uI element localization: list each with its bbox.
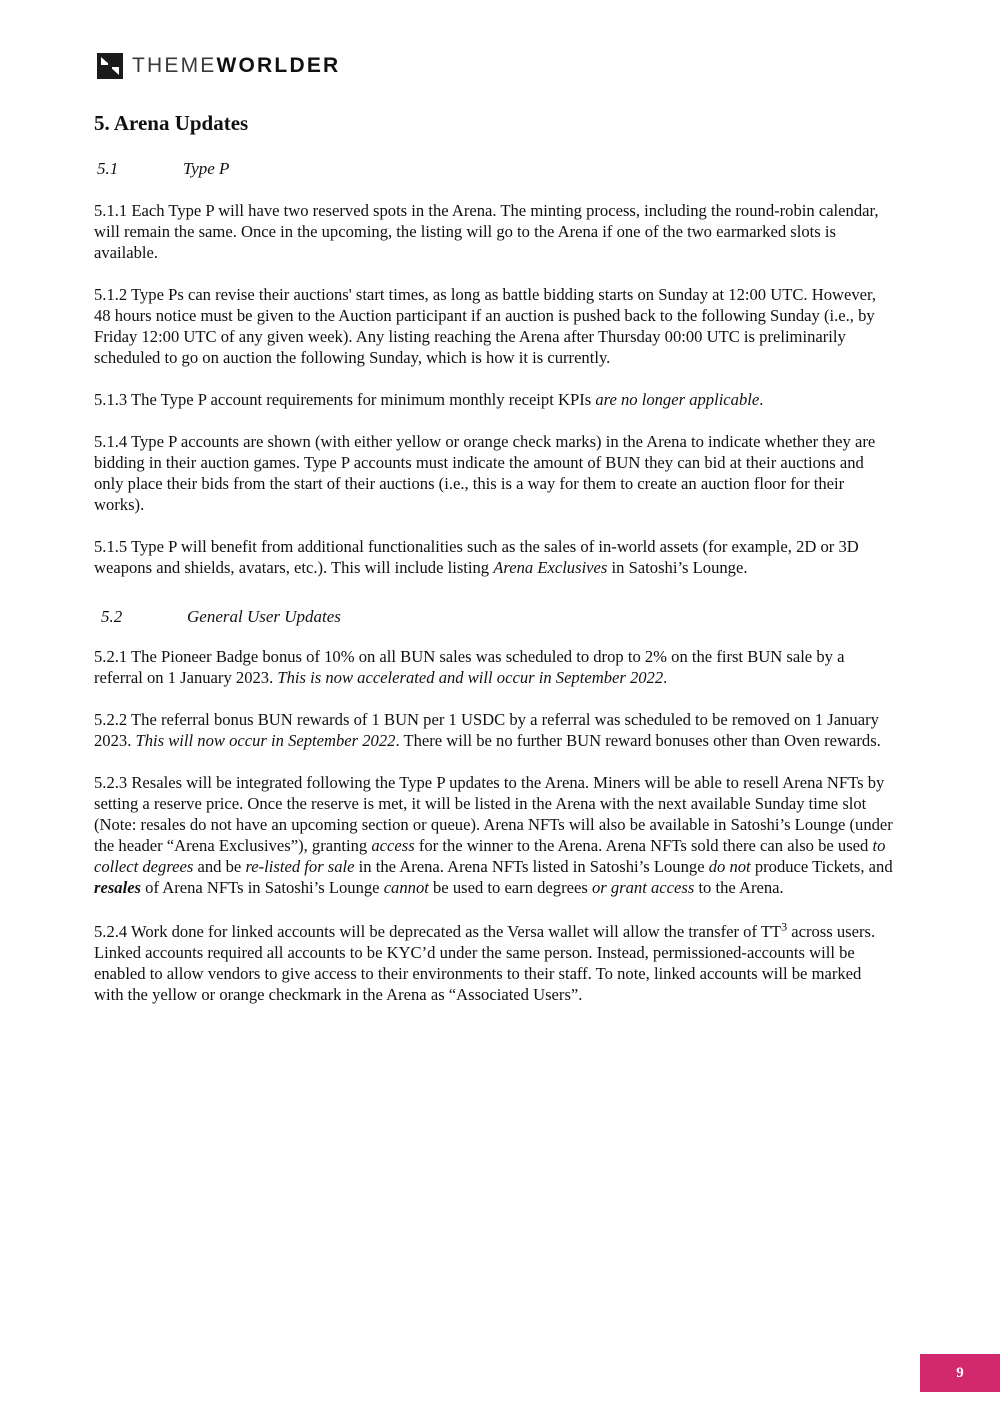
italic-run: This will now occur in September 2022 (135, 731, 396, 750)
superscript: 3 (781, 919, 788, 934)
text-run: 5.2.3 Resales will be integrated following the Type P updates to the Arena. Miners will be able to resell Arena NFTs by setting a reserve price. Once the reserve is met, it will be listed in the Arena with the next available Sunday time slot (Note: resales do not have an upcoming section or queue). Arena NFTs will also be available in Satoshi’s Lounge (under the header “Arena Exclusives”), granting (94, 773, 893, 855)
text-run: . (663, 668, 668, 687)
section-title: General User Updates (187, 607, 341, 626)
text-run: in Satoshi’s Lounge. (607, 558, 748, 577)
logo-wordmark (132, 52, 340, 80)
bold-italic-run: resales (94, 878, 142, 897)
header-logo (96, 52, 340, 80)
text-run: 5.2.2 The referral bonus BUN rewards of 1 BUN per 1 USDC by a referral was scheduled to be removed on 1 January 2023. (94, 710, 879, 750)
text-run: to the Arena. (694, 878, 784, 897)
paragraph-5-1-3 (94, 389, 894, 410)
page-number: 9 (956, 1364, 964, 1381)
text-run: 5.2.4 Work done for linked accounts will be deprecated as the Versa wallet will allow the transfer of TT (94, 922, 782, 941)
page-heading: 5. Arena Updates (94, 111, 249, 135)
section-number: 5.2 (101, 607, 123, 626)
section-title: Type P (183, 159, 230, 178)
italic-run: are no longer applicable (595, 390, 760, 409)
logo-text-bold: WORLDER (216, 54, 341, 77)
paragraph-5-1-5 (94, 536, 894, 578)
section-heading-5-1 (97, 158, 894, 180)
logo-text-light: THEME (132, 54, 217, 77)
text-run: in the Arena. Arena NFTs listed in Satoshi’s Lounge (354, 857, 709, 876)
italic-run: Arena Exclusives (493, 558, 608, 577)
italic-run: cannot (383, 878, 429, 897)
paragraph-5-2-3 (94, 772, 894, 898)
text-run: 5.1.3 The Type P account requirements for minimum monthly receipt KPIs (94, 390, 596, 409)
text-run: of Arena NFTs in Satoshi’s Lounge (141, 878, 384, 897)
page-number-badge (920, 1354, 1000, 1392)
text-run: produce Tickets, and (750, 857, 893, 876)
paragraph-5-2-4 (94, 921, 894, 1005)
paragraph-5-2-1 (94, 646, 894, 688)
text-run: . (759, 390, 764, 409)
text-run: 5.1.5 Type P will benefit from additional functionalities such as the sales of in-world assets (for example, 2D or 3D weapons and shields, avatars, etc.). This will include listing (94, 537, 859, 577)
italic-run: re-listed for sale (245, 857, 355, 876)
themeworlder-hourglass-logo-icon (96, 52, 124, 80)
italic-run: access (371, 836, 415, 855)
text-run: for the winner to the Arena. Arena NFTs sold there can also be used (414, 836, 873, 855)
italic-run: This is now accelerated and will occur in September 2022 (277, 668, 664, 687)
italic-run: or grant access (591, 878, 695, 897)
italic-run: do not (708, 857, 751, 876)
paragraph-5-2-2 (94, 709, 894, 751)
main-content (94, 110, 894, 1005)
section-heading-5-2 (101, 606, 894, 628)
section-number: 5.1 (97, 159, 119, 178)
paragraph-5-1-4: 5.1.4 Type P accounts are shown (with either yellow or orange check marks) in the Arena to indicate whether they are bidding in their auction games. Type P accounts must indicate the amount of BUN they can bid at their auctions and only place their bids from the start of their auctions (i.e., this is a way for them to create an auction floor for their works). (94, 432, 876, 514)
text-run: across users. Linked accounts required all accounts to be KYC’d under the same person. Instead, permissioned-accounts will be enabled to allow vendors to give access to their environments to their staff. To note, linked accounts will be marked with the yellow or orange checkmark in the Arena as “Associated Users”. (94, 922, 876, 1004)
text-run: be used to earn degrees (428, 878, 592, 897)
text-run: . There will be no further BUN reward bonuses other than Oven rewards. (395, 731, 881, 750)
paragraph-5-1-1: 5.1.1 Each Type P will have two reserved spots in the Arena. The minting process, including the round-robin calendar, will remain the same. Once in the upcoming, the listing will go to the Arena if one of the two earmarked slots is available. (94, 201, 879, 262)
paragraph-5-1-2: 5.1.2 Type Ps can revise their auctions' start times, as long as battle bidding starts on Sunday at 12:00 UTC. However, 48 hours notice must be given to the Auction participant if an auction is pushed back to the following Sunday (i.e., by Friday 12:00 UTC of any given week). Any listing reaching the Arena after Thursday 00:00 UTC is preliminarily scheduled to go on auction the following Sunday, which is how it is currently. (94, 285, 877, 367)
text-run: and be (193, 857, 246, 876)
text-run: 5.2.1 The Pioneer Badge bonus of 10% on all BUN sales was scheduled to drop to 2% on the first BUN sale by a referral on 1 January 2023. (94, 647, 845, 687)
italic-run: to collect degrees (94, 836, 886, 876)
